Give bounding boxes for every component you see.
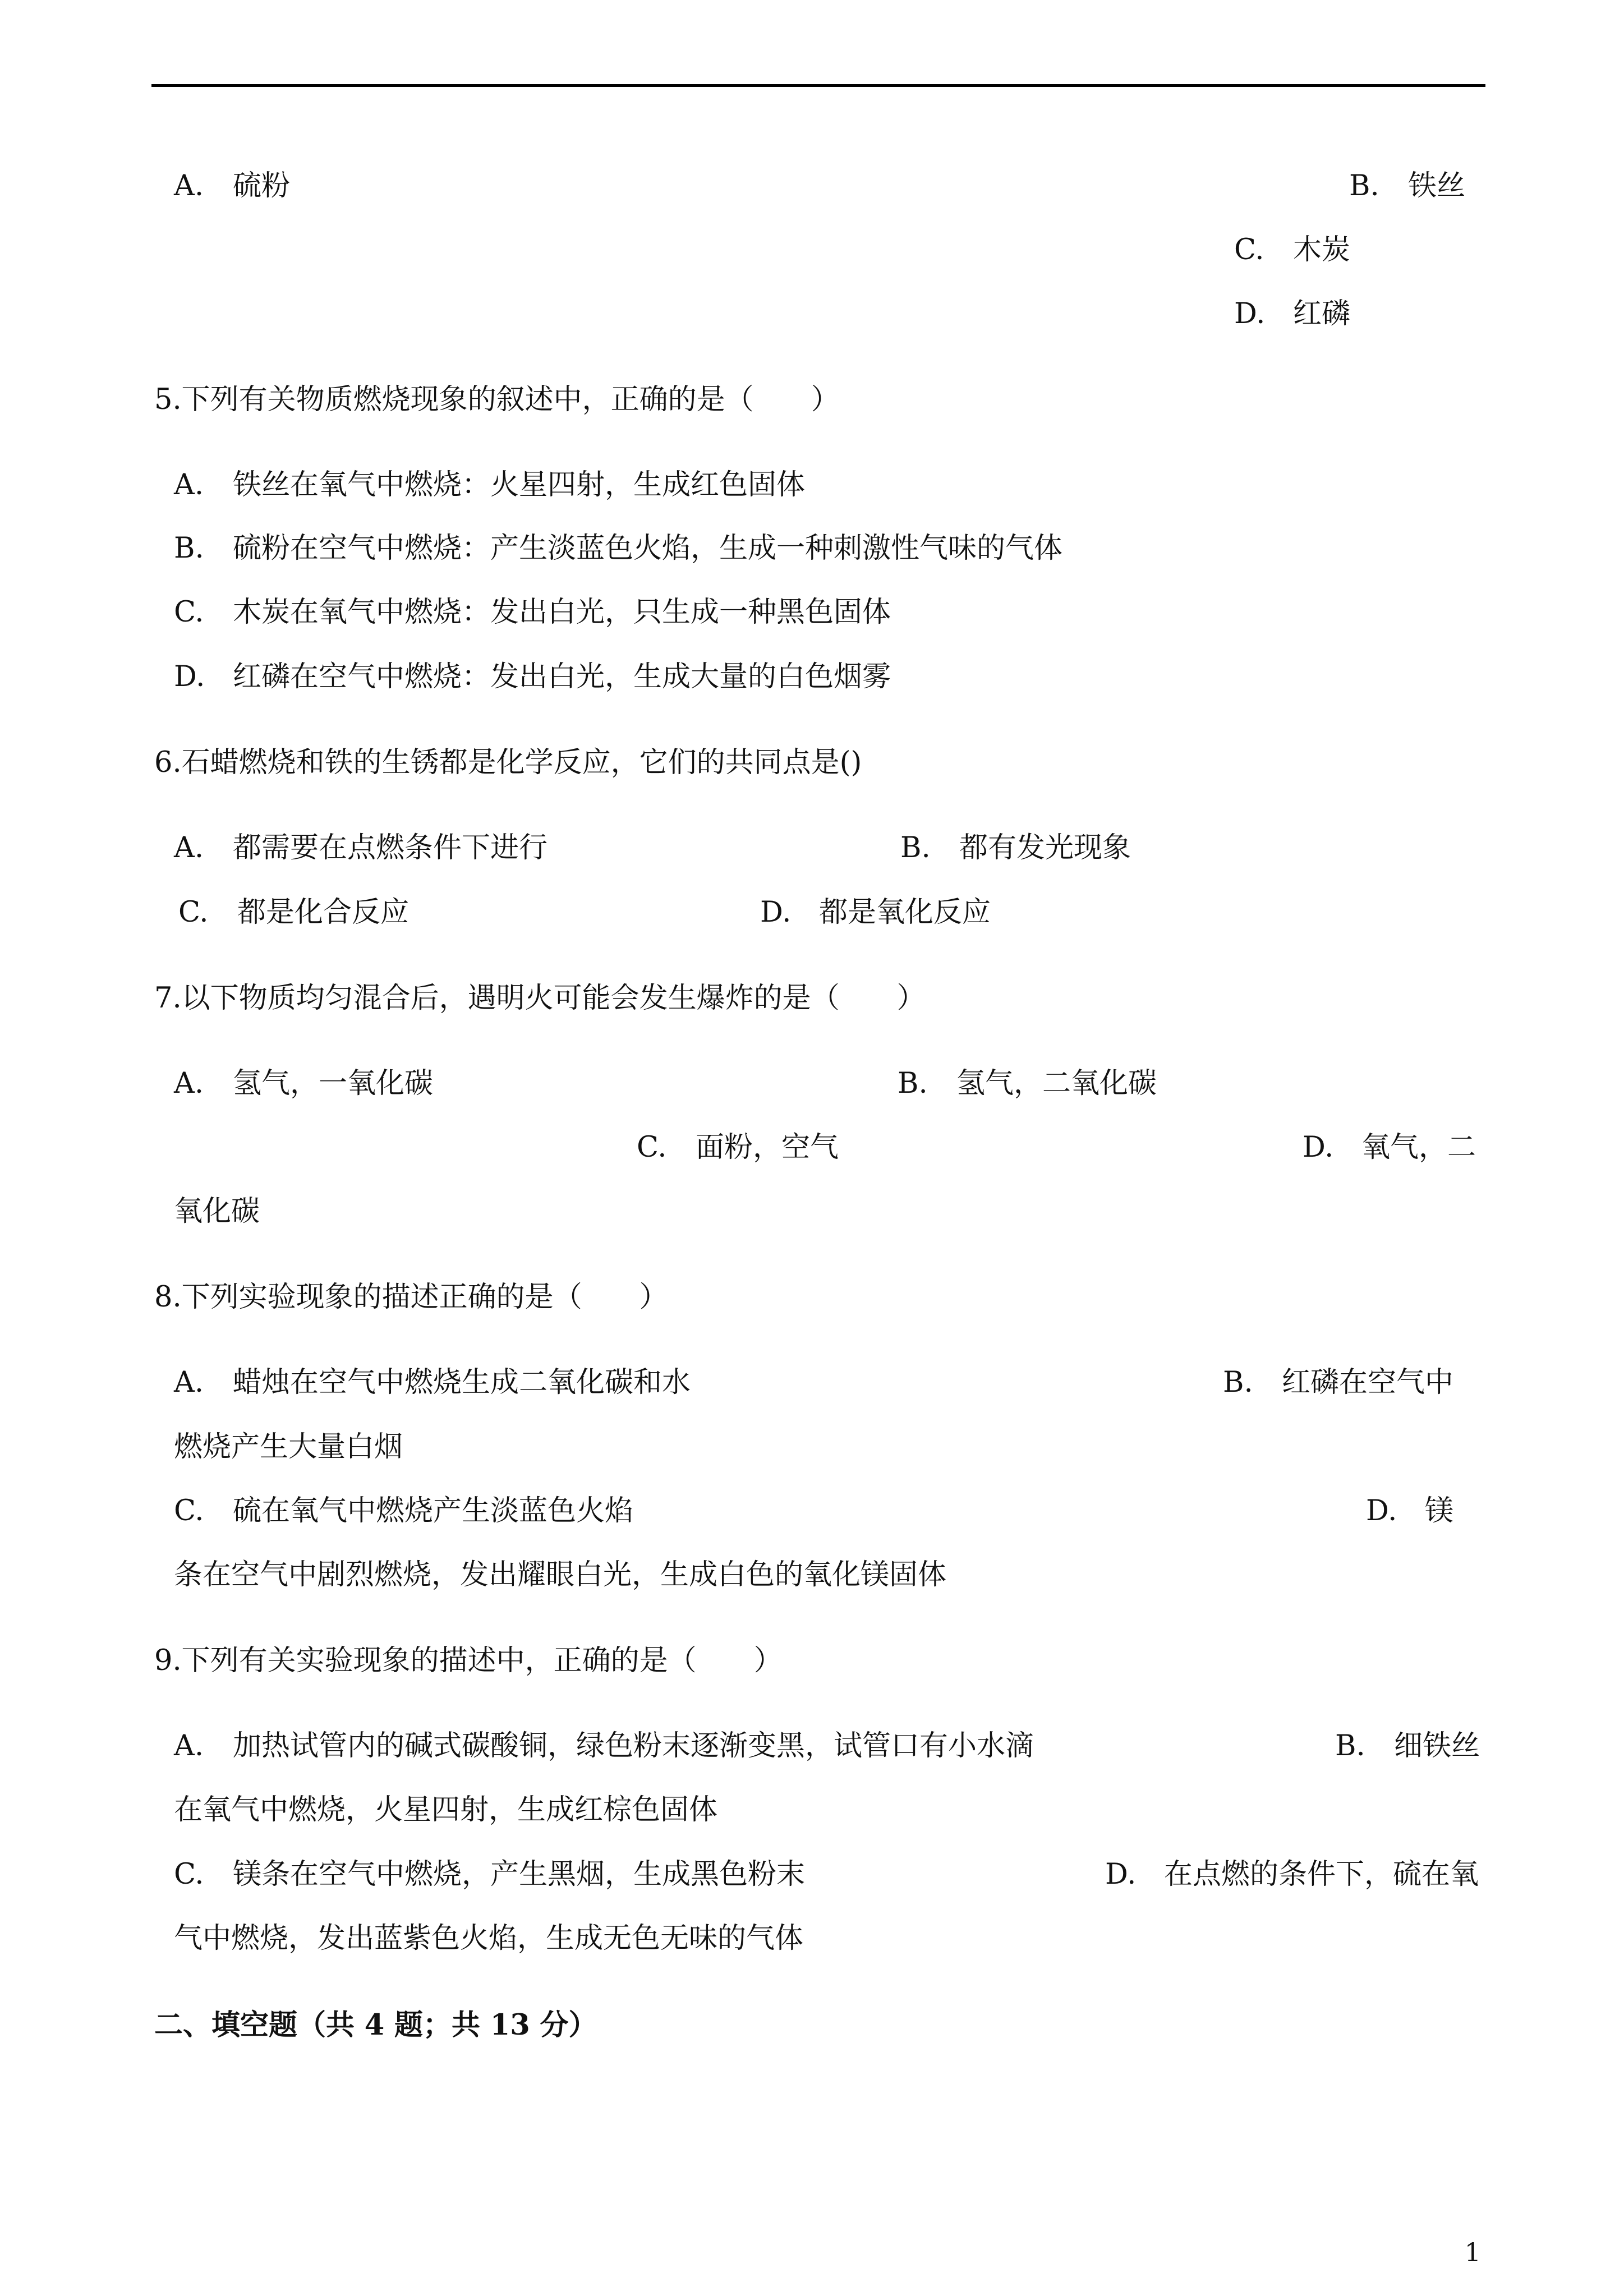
q6-stem: 6.石蜡燃烧和铁的生锈都是化学反应，它们的共同点是(): [154, 746, 862, 779]
option-text: 氢气，二氧化碳: [956, 1067, 1157, 1100]
option-text: 加热试管内的碱式碳酸铜，绿色粉末逐渐变黑，试管口有小水滴: [233, 1729, 1034, 1763]
option-label: B.: [174, 532, 204, 565]
option-text: 都需要在点燃条件下进行: [233, 831, 548, 864]
option-label: B.: [898, 1067, 928, 1100]
option-label: C.: [178, 896, 209, 929]
option-label: B.: [900, 831, 931, 864]
option-text: 细铁丝: [1394, 1729, 1480, 1763]
q7-option-a: [174, 1067, 433, 1101]
q7-stem: 7.以下物质均匀混合后，遇明火可能会发生爆炸的是（ ）: [154, 982, 926, 1015]
option-label: B.: [1335, 1729, 1365, 1763]
option-text: 铁丝在氧气中燃烧：火星四射，生成红色固体: [233, 468, 806, 501]
option-label: D.: [1234, 297, 1266, 330]
option-label: D.: [174, 660, 205, 693]
q9-option-b-continued: 在氧气中燃烧，火星四射，生成红棕色固体: [174, 1793, 718, 1826]
q6-option-c: [178, 896, 409, 930]
q8-option-d: [1366, 1494, 1453, 1528]
q8-stem: 8.下列实验现象的描述正确的是（ ）: [154, 1281, 668, 1314]
option-text: 红磷在空气中燃烧：发出白光，生成大量的白色烟雾: [233, 660, 891, 693]
q9-stem: 9.下列有关实验现象的描述中，正确的是（ ）: [154, 1644, 783, 1677]
q5-stem: 5.下列有关物质燃烧现象的叙述中，正确的是（ ）: [154, 383, 840, 416]
q9-option-c: [174, 1858, 805, 1892]
option-label: D.: [1105, 1858, 1137, 1891]
option-text: 蜡烛在空气中燃烧生成二氧化碳和水: [233, 1366, 691, 1399]
q8-option-a: [174, 1366, 691, 1400]
option-label: A.: [174, 468, 204, 501]
page-number: 1: [1464, 2237, 1481, 2267]
option-label: D.: [1303, 1131, 1334, 1164]
option-label: C.: [637, 1131, 667, 1164]
option-label: A.: [174, 1067, 204, 1100]
option-label: D.: [1366, 1494, 1397, 1527]
q8-option-d-continued: 条在空气中剧烈燃烧，发出耀眼白光，生成白色的氧化镁固体: [174, 1558, 947, 1591]
q6-option-b: [900, 831, 1131, 865]
q4-option-b: [1349, 169, 1465, 203]
section-heading: 二、填空题（共 4 题；共 13 分）: [154, 2008, 597, 2042]
option-label: C.: [174, 1494, 204, 1527]
option-label: A.: [174, 1729, 204, 1763]
option-label: A.: [174, 831, 204, 864]
q7-option-d-continued: 氧化碳: [174, 1195, 260, 1228]
option-text: 氧气，二: [1361, 1131, 1476, 1164]
option-label: A.: [174, 1366, 204, 1399]
q4-option-c: [1234, 233, 1350, 267]
option-label: B.: [1349, 169, 1379, 203]
option-text: 都是氧化反应: [819, 896, 991, 929]
option-label: C.: [174, 596, 204, 629]
option-text: 硫粉在空气中燃烧：产生淡蓝色火焰，生成一种刺激性气味的气体: [233, 532, 1063, 565]
q5-option-d: [174, 660, 891, 694]
q9-option-d: [1105, 1858, 1479, 1892]
header-rule: [151, 84, 1485, 87]
option-label: B.: [1223, 1366, 1253, 1399]
q4-option-a: [174, 169, 290, 203]
q9-option-a: [174, 1729, 1034, 1763]
option-label: D.: [760, 896, 792, 929]
q8-option-b-continued: 燃烧产生大量白烟: [174, 1430, 403, 1464]
option-text: 镁: [1425, 1494, 1454, 1527]
q9-option-b: [1335, 1729, 1480, 1763]
q4-option-d: [1234, 297, 1350, 331]
option-text: 镁条在空气中燃烧，产生黑烟，生成黑色粉末: [233, 1858, 806, 1891]
option-label: A.: [174, 169, 204, 203]
q7-option-b: [898, 1067, 1157, 1101]
option-text: 红磷: [1293, 297, 1351, 330]
q6-option-d: [760, 896, 991, 930]
option-text: 硫在氧气中燃烧产生淡蓝色火焰: [233, 1494, 634, 1527]
option-text: 铁丝: [1408, 169, 1466, 203]
q5-option-a: [174, 468, 805, 502]
option-text: 硫粉: [233, 169, 291, 203]
q5-option-b: [174, 532, 1062, 565]
option-text: 在点燃的条件下，硫在氧: [1164, 1858, 1479, 1891]
option-text: 红磷在空气中: [1282, 1366, 1454, 1399]
q8-option-b: [1223, 1366, 1453, 1400]
option-label: C.: [174, 1858, 204, 1891]
option-text: 都是化合反应: [237, 896, 410, 929]
q7-option-c: [637, 1131, 839, 1165]
option-text: 木炭: [1293, 233, 1351, 266]
option-text: 面粉，空气: [696, 1131, 839, 1164]
q7-option-d: [1303, 1131, 1476, 1165]
option-text: 都有发光现象: [959, 831, 1131, 864]
q8-option-c: [174, 1494, 633, 1528]
q9-option-d-continued: 气中燃烧，发出蓝紫色火焰，生成无色无味的气体: [174, 1922, 804, 1955]
q6-option-a: [174, 831, 548, 865]
option-text: 氢气，一氧化碳: [233, 1067, 434, 1100]
option-text: 木炭在氧气中燃烧：发出白光，只生成一种黑色固体: [233, 596, 891, 629]
option-label: C.: [1234, 233, 1264, 266]
q5-option-c: [174, 596, 891, 629]
